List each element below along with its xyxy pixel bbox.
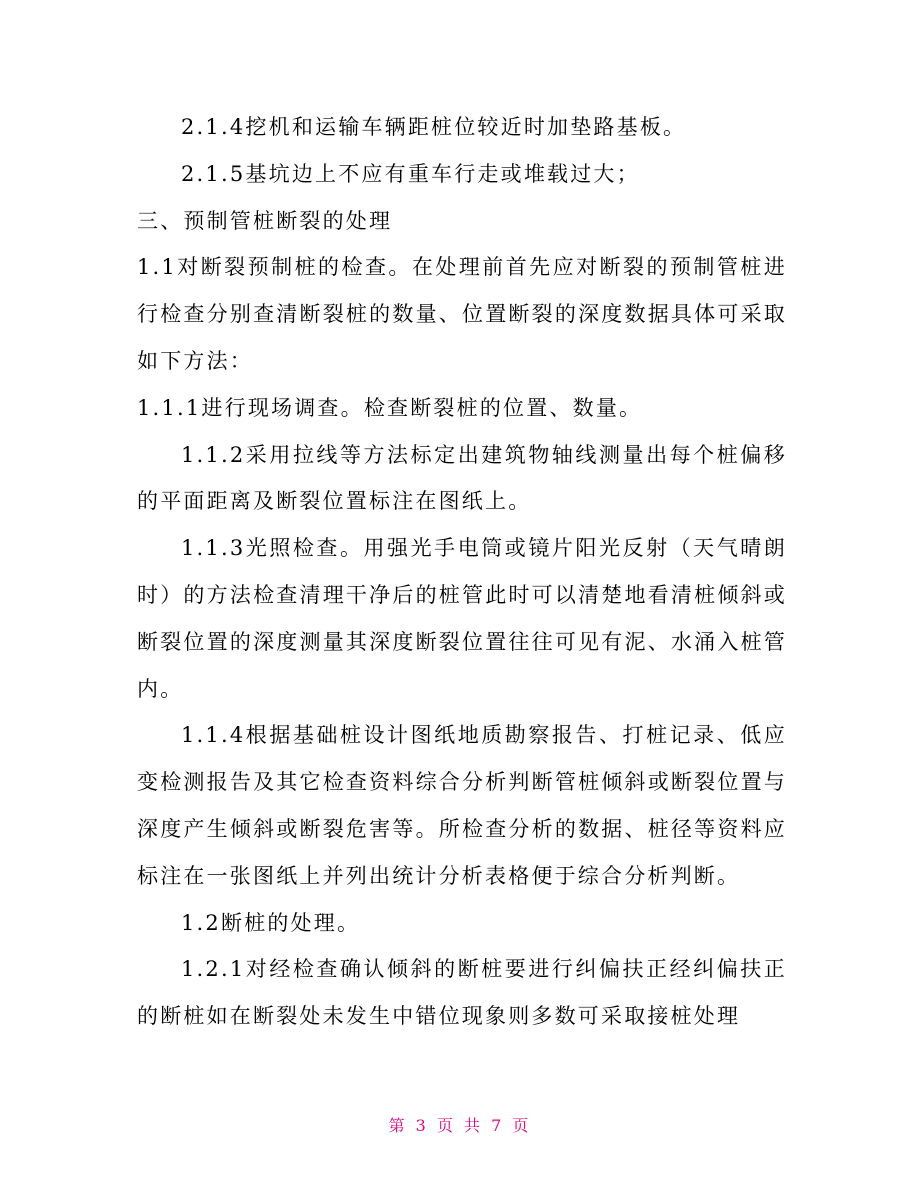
- paragraph-2-1-5: 2.1.5基坑边上不应有重车行走或堆载过大；: [181, 161, 640, 186]
- paragraph-2-1-4: 2.1.4挖机和运输车辆距桩位较近时加垫路基板。: [181, 115, 687, 139]
- paragraph-1-1: 1.1对断裂预制桩的检查。在处理前首先应对断裂的预制管桩进行检查分别查清断裂桩的数量、位置断裂的深度数据具体可采取如下方法：: [137, 255, 787, 373]
- paragraph-1-1-3: 1.1.3光照检查。用强光手电筒或镜片阳光反射（天气晴朗时）的方法检查清理干净后的桩管此时可以清楚地看清桩倾斜或断裂位置的深度测量其深度断裂位置往往可见有泥、水涌入桩管内。: [137, 536, 787, 701]
- page-number-footer: 第 3 页 共 7 页: [388, 1116, 532, 1135]
- paragraph-1-1-2: 1.1.2采用拉线等方法标定出建筑物轴线测量出每个桩偏移的平面距离及断裂位置标注在图纸上。: [137, 442, 787, 514]
- document-body: [137, 104, 787, 1040]
- paragraph-1-1-4: 1.1.4根据基础桩设计图纸地质勘察报告、打桩记录、低应变检测报告及其它检查资料综合分析判断管桩倾斜或断裂位置与深度产生倾斜或断裂危害等。所检查分析的数据、桩径等资料应标注在一张图纸上并列出统计分析表格便于综合分析判断。: [137, 723, 787, 888]
- paragraph-1-2: 1.2断桩的处理。: [181, 910, 361, 935]
- section-heading: 三、预制管桩断裂的处理: [137, 208, 393, 233]
- paragraph-1-1-1: 1.1.1进行现场调查。检查断裂桩的位置、数量。: [137, 395, 643, 420]
- paragraph-1-2-1: 1.2.1对经检查确认倾斜的断桩要进行纠偏扶正经纠偏扶正的断桩如在断裂处未发生中错位现象则多数可采取接桩处理: [137, 957, 787, 1029]
